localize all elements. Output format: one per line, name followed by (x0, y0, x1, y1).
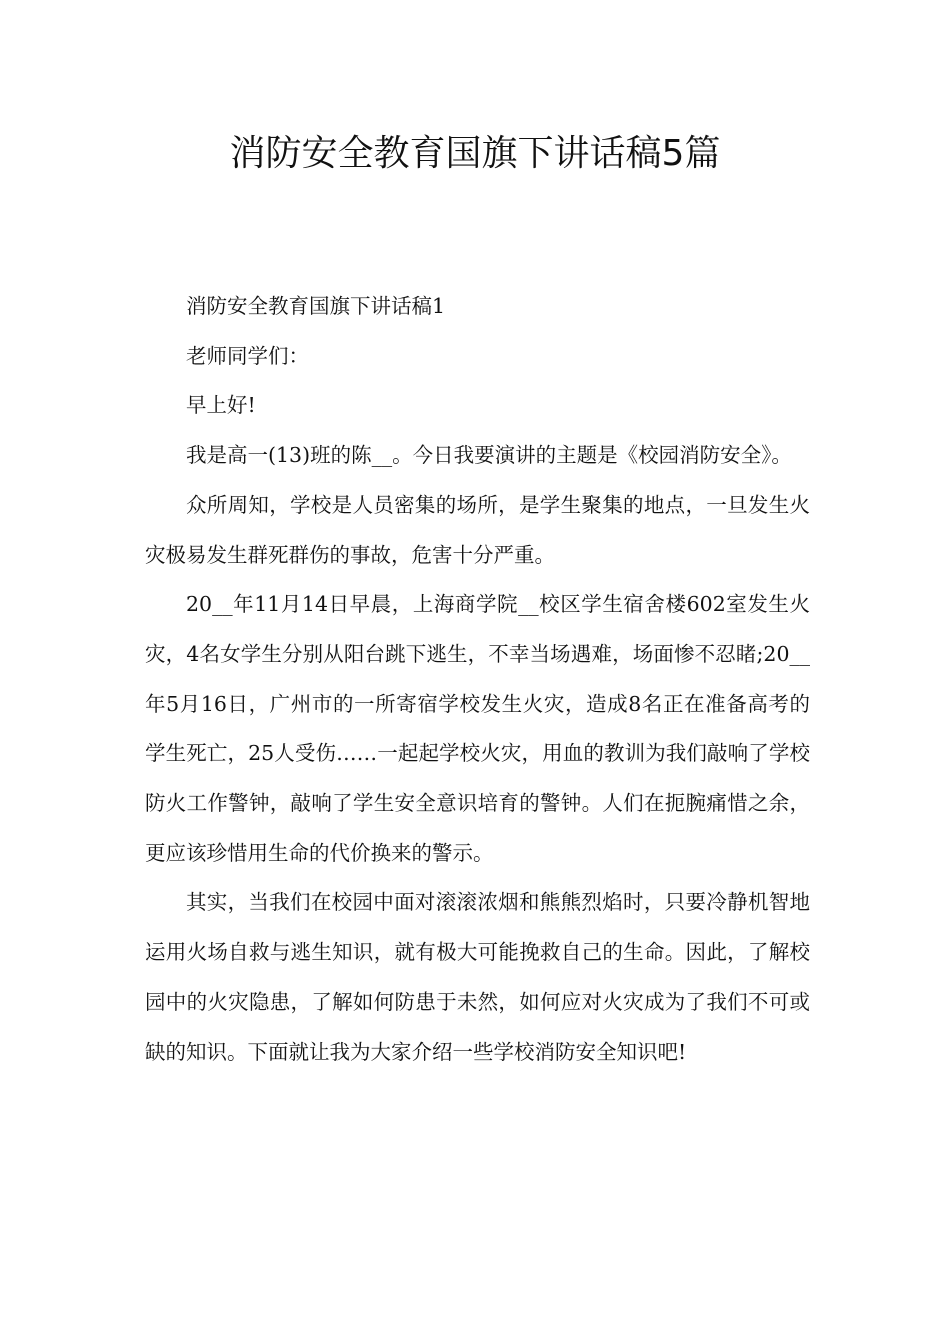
document-body (145, 282, 810, 1077)
document-title: 消防安全教育国旗下讲话稿5篇 (229, 133, 721, 174)
body-paragraph: 其实，当我们在校园中面对滚滚浓烟和熊熊烈焰时，只要冷静机智地运用火场自救与逃生知识，就有极大可能挽救自己的生命。因此，了解校园中的火灾隐患，了解如何防患于未然，如何应对火灾成为了我们不可或缺的知识。下面就让我为大家介绍一些学校消防安全知识吧! (145, 890, 810, 1064)
speech-heading: 消防安全教育国旗下讲话稿1 (186, 294, 446, 318)
body-paragraph: 众所周知，学校是人员密集的场所，是学生聚集的地点，一旦发生火灾极易发生群死群伤的事故，危害十分严重。 (145, 492, 810, 567)
body-paragraph: 我是高一(13)班的陈__。今日我要演讲的主题是《校园消防安全》。 (186, 443, 792, 468)
body-paragraph: 20__年11月14日早晨，上海商学院__校区学生宿舍楼602室发生火灾，4名女学生分别从阳台跳下逃生，不幸当场遇难，场面惨不忍睹;20__年5月16日，广州市的一所寄宿学校发生火灾，造成8名正在准备高考的学生死亡，25人受伤……一起起学校火灾，用血的教训为我们敲响了学校防火工作警钟，敲响了学生安全意识培育的警钟。人们在扼腕痛惜之余，更应该珍惜用生命的代价换来的警示。 (145, 592, 810, 865)
salutation: 老师同学们： (186, 343, 309, 368)
greeting: 早上好! (186, 393, 256, 418)
